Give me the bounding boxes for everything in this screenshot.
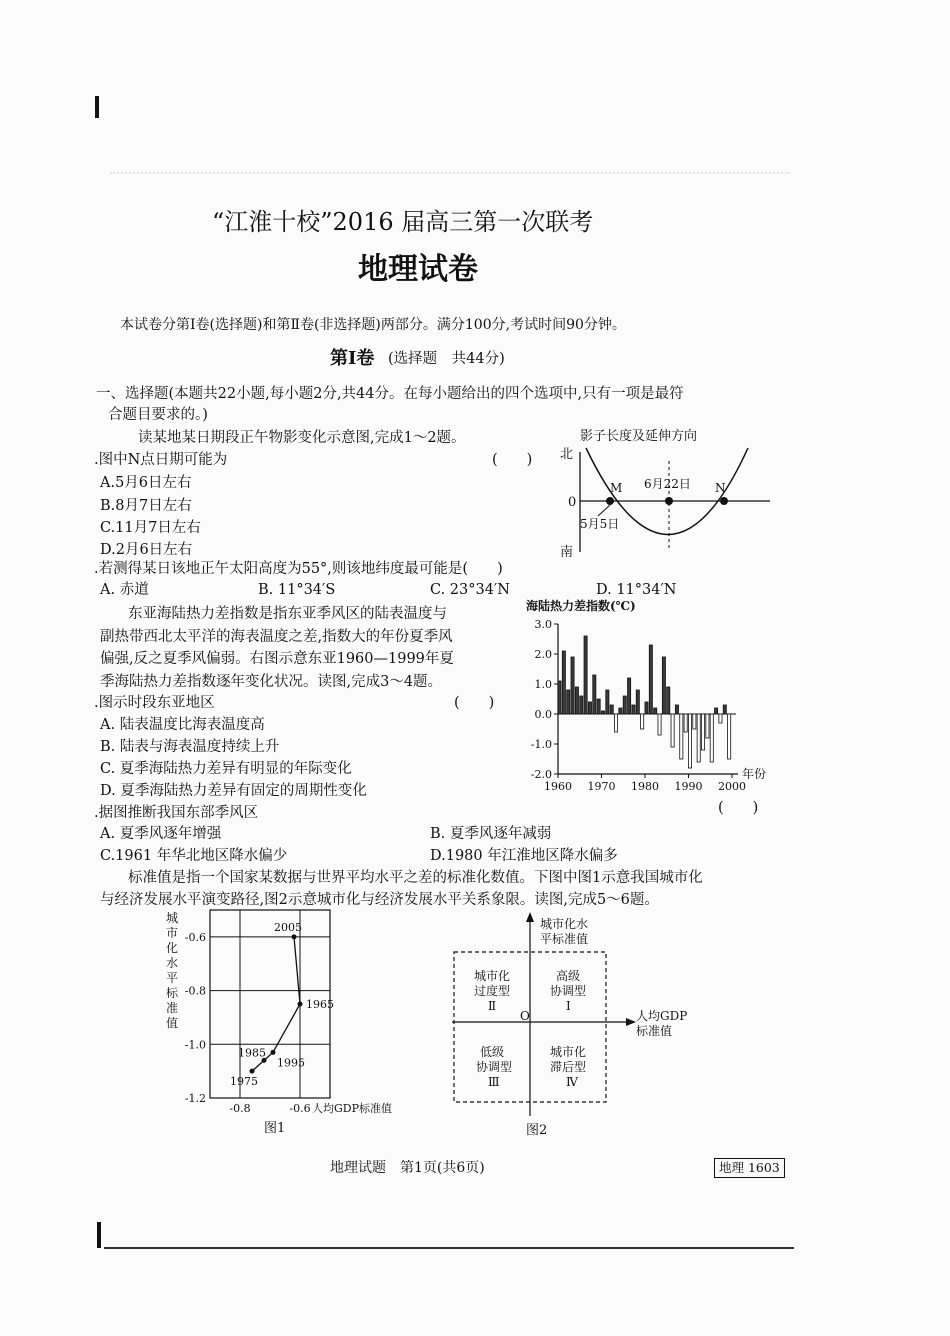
bar: [723, 705, 726, 714]
footer-page: 地理试题 第1页(共6页): [330, 1160, 485, 1176]
q4-bracket: ( ): [718, 800, 759, 816]
fig1-point-label: 1975: [230, 1075, 258, 1089]
fig2-q1-num: Ⅰ: [566, 999, 571, 1013]
fig1-xtick-label: -0.6: [289, 1102, 311, 1115]
q4-stem: .据图推断我国东部季风区: [94, 805, 259, 821]
footer-code: 地理 1603: [714, 1158, 785, 1178]
fig1-ylabel-char: 值: [166, 1016, 179, 1030]
fig1-point: [250, 1069, 255, 1074]
bar-ytick-label: 2.0: [534, 648, 552, 661]
fig1-point-label: 2005: [274, 920, 302, 934]
fig2-x-label-1: 人均GDP: [636, 1009, 688, 1023]
subject-title: 地理试卷: [358, 252, 478, 287]
bar: [567, 690, 570, 714]
scan-mark-top: [95, 96, 99, 118]
bar: [701, 714, 704, 750]
fig1-xlabel: 人均GDP标准值: [312, 1102, 393, 1115]
group3-passage-1: 标准值是指一个国家某数据与世界平均水平之差的标准化数值。下图中图1示意我国城市化: [128, 870, 703, 886]
bar-xtick-label: 1990: [674, 780, 703, 793]
q2-option-c: C. 23°34′N: [430, 582, 510, 598]
point-m-dot: [606, 497, 614, 505]
fig1-ylabel-char: 平: [166, 971, 179, 985]
fig1-point-label: 1965: [306, 998, 334, 1011]
q4-option-a: A. 夏季风逐年增强: [100, 826, 222, 842]
fig2-x-arrow: [626, 1018, 636, 1026]
part1-subtitle: (选择题 共44分): [388, 351, 505, 367]
fig2-caption: 图2: [526, 1123, 548, 1138]
fig2-q2-name-1: 城市化: [474, 969, 511, 983]
fig2-q3-name-2: 协调型: [476, 1060, 513, 1074]
bar-xtick-label: 1980: [631, 780, 659, 793]
fig2-y-label-1: 城市化水: [540, 917, 589, 931]
fig1-ylabel-char: 市: [166, 926, 179, 940]
q1-option-d: D.2月6日左右: [100, 542, 193, 558]
bar: [706, 714, 709, 738]
fig2-q4-name-2: 滞后型: [550, 1060, 587, 1074]
q3-stem: .图示时段东亚地区: [94, 695, 215, 711]
bar: [628, 678, 631, 714]
bar: [684, 714, 687, 732]
bar: [571, 657, 574, 714]
bar-chart-title: 海陆热力差指数(℃): [526, 599, 636, 613]
group2-passage-3: 偏强,反之夏季风偏弱。右图示意东亚1960—1999年夏: [100, 651, 454, 667]
bar: [662, 657, 665, 714]
shadow-zero-label: 0: [568, 495, 577, 510]
fig2-x-label-2: 标准值: [636, 1024, 673, 1038]
bar: [658, 714, 661, 735]
q2-option-a: A. 赤道: [100, 582, 149, 598]
q4-option-d: D.1980 年江淮地区降水偏多: [430, 848, 618, 864]
fig1-ytick-label: -1.2: [184, 1092, 206, 1105]
bar: [619, 708, 622, 714]
fig1-point-label: 1985: [238, 1046, 266, 1060]
figure1-path-chart: [160, 906, 393, 1140]
q1-stem: .图中N点日期可能为: [94, 452, 228, 468]
bar: [649, 645, 652, 714]
fig1-ylabel-char: 标: [166, 986, 179, 1000]
fig2-q4-name-1: 城市化: [550, 1045, 587, 1059]
bar: [562, 651, 565, 714]
scan-mark-bottom: [97, 1222, 101, 1248]
bar: [606, 690, 609, 714]
bar: [614, 714, 617, 732]
shadow-diagram: [552, 426, 792, 562]
bar-ytick-label: 1.0: [534, 678, 552, 691]
section1-instruction: 一、选择题(本题共22小题,每小题2分,共44分。在每小题给出的四个选项中,只有一项是最符: [96, 386, 684, 402]
shadow-chart-title: 影子长度及延伸方向: [580, 429, 698, 444]
fig1-ytick-label: -0.6: [184, 930, 206, 944]
bar: [641, 714, 644, 729]
fig2-y-arrow: [526, 912, 534, 922]
bar-ytick-label: -1.0: [530, 738, 552, 751]
fig1-ylabel-char: 化: [166, 941, 179, 955]
figure2-quadrant-diagram: [440, 910, 700, 1140]
point-n-dot: [720, 497, 728, 505]
fig2-q1-name-1: 高级: [556, 969, 581, 983]
q3-option-c: C. 夏季海陆热力差异有明显的年际变化: [100, 761, 352, 777]
q3-option-b: B. 陆表与海表温度持续上升: [100, 739, 280, 755]
fig1-ytick-label: -1.0: [184, 1038, 206, 1052]
date-bottom-pointer: [598, 505, 610, 516]
bar: [601, 711, 604, 714]
group3-passage-2: 与经济发展水平演变路径,图2示意城市化与经济发展水平关系象限。读图,完成5～6题。: [100, 892, 659, 908]
bar: [675, 705, 678, 714]
bar: [636, 690, 639, 714]
part1-title: 第Ⅰ卷: [330, 348, 375, 369]
bar: [623, 696, 626, 714]
exam-title: “江淮十校”2016 届高三第一次联考: [212, 208, 594, 236]
bar: [593, 675, 596, 714]
bar: [680, 714, 683, 759]
date-top-label: 6月22日: [644, 477, 691, 491]
point-mid-dot: [665, 497, 673, 505]
fig2-y-label-2: 平标准值: [540, 932, 589, 946]
point-n-label: N: [715, 481, 726, 495]
fig2-q4-num: Ⅳ: [566, 1075, 578, 1089]
q1-option-c: C.11月7日左右: [100, 520, 201, 536]
bar: [719, 714, 722, 723]
bar: [584, 636, 587, 714]
date-bottom-label: 5月5日: [580, 517, 620, 531]
page-bottom-rule: [104, 1247, 794, 1249]
bar-xtick-label: 2000: [718, 780, 746, 793]
bar: [688, 714, 691, 768]
bar: [667, 687, 670, 714]
bar-ytick-label: 0.0: [534, 708, 552, 721]
fig1-ytick-label: -0.8: [184, 984, 206, 998]
q3-option-a: A. 陆表温度比海表温度高: [100, 717, 265, 733]
fig1-ylabel-char: 城: [166, 911, 179, 925]
fig1-caption: 图1: [264, 1121, 286, 1136]
bar-xlabel: 年份: [742, 767, 767, 781]
fig1-point-label: 1995: [277, 1056, 305, 1070]
bar: [588, 702, 591, 714]
group2-passage-1: 东亚海陆热力差指数是指东亚季风区的陆表温度与: [128, 606, 447, 622]
fig1-ylabel-char: 水: [166, 956, 179, 970]
fig2-q2-num: Ⅱ: [488, 999, 497, 1013]
bar: [575, 687, 578, 714]
fig1-ylabel-char: 准: [166, 1001, 179, 1015]
q2-stem: .若测得某日该地正午太阳高度为55°,则该地纬度最可能是( ): [94, 561, 503, 577]
bar: [671, 714, 674, 747]
fig1-point: [298, 1002, 303, 1007]
bar: [710, 714, 713, 762]
bar: [715, 708, 718, 714]
q3-option-d: D. 夏季海陆热力差异有固定的周期性变化: [100, 783, 367, 799]
bar: [693, 714, 696, 729]
fig1-point: [292, 934, 297, 939]
fig1-point: [271, 1050, 276, 1055]
fig2-q2-name-2: 过度型: [474, 984, 511, 998]
fig2-q1-name-2: 协调型: [550, 984, 587, 998]
bar: [654, 708, 657, 714]
q1-bracket: ( ): [492, 452, 533, 468]
bar: [645, 702, 648, 714]
bar: [728, 714, 731, 759]
fig2-origin: O: [520, 1009, 530, 1023]
q4-option-b: B. 夏季风逐年减弱: [430, 826, 552, 842]
bar-ytick-label: -2.0: [530, 768, 552, 781]
q1-option-a: A.5月6日左右: [100, 475, 192, 491]
group1-intro: 读某地某日期段正午物影变化示意图,完成1～2题。: [138, 430, 466, 446]
bar: [580, 696, 583, 714]
fig2-q3-name-1: 低级: [480, 1045, 505, 1059]
fig1-xtick-label: -0.8: [229, 1102, 251, 1115]
bar: [597, 699, 600, 714]
q4-option-c: C.1961 年华北地区降水偏少: [100, 848, 288, 864]
shadow-north-label: 北: [560, 447, 574, 462]
fig2-q3-num: Ⅲ: [488, 1075, 500, 1089]
q1-option-b: B.8月7日左右: [100, 498, 192, 514]
bar: [610, 705, 613, 714]
point-m-label: M: [610, 481, 623, 495]
q3-bracket: ( ): [454, 695, 495, 711]
bleed-through-decor: [110, 172, 790, 177]
bar-ytick-label: 3.0: [534, 618, 552, 631]
group2-passage-4: 季海陆热力差指数逐年变化状况。读图,完成3～4题。: [100, 674, 443, 690]
group2-passage-2: 副热带西北太平洋的海表温度之差,指数大的年份夏季风: [100, 629, 453, 645]
shadow-south-label: 南: [560, 545, 574, 560]
bar: [632, 705, 635, 714]
heat-index-bar-chart: [520, 598, 782, 796]
bar: [697, 714, 700, 762]
intro-line: 本试卷分第Ⅰ卷(选择题)和第Ⅱ卷(非选择题)两部分。满分100分,考试时间90分钟。: [120, 317, 626, 333]
q2-option-d: D. 11°34′N: [596, 582, 677, 598]
q2-option-b: B. 11°34′S: [258, 582, 336, 598]
bar-xtick-label: 1960: [544, 780, 572, 793]
bar: [558, 681, 561, 714]
section1-instruction-cont: 合题目要求的。): [108, 407, 208, 423]
bar-xtick-label: 1970: [587, 780, 616, 793]
